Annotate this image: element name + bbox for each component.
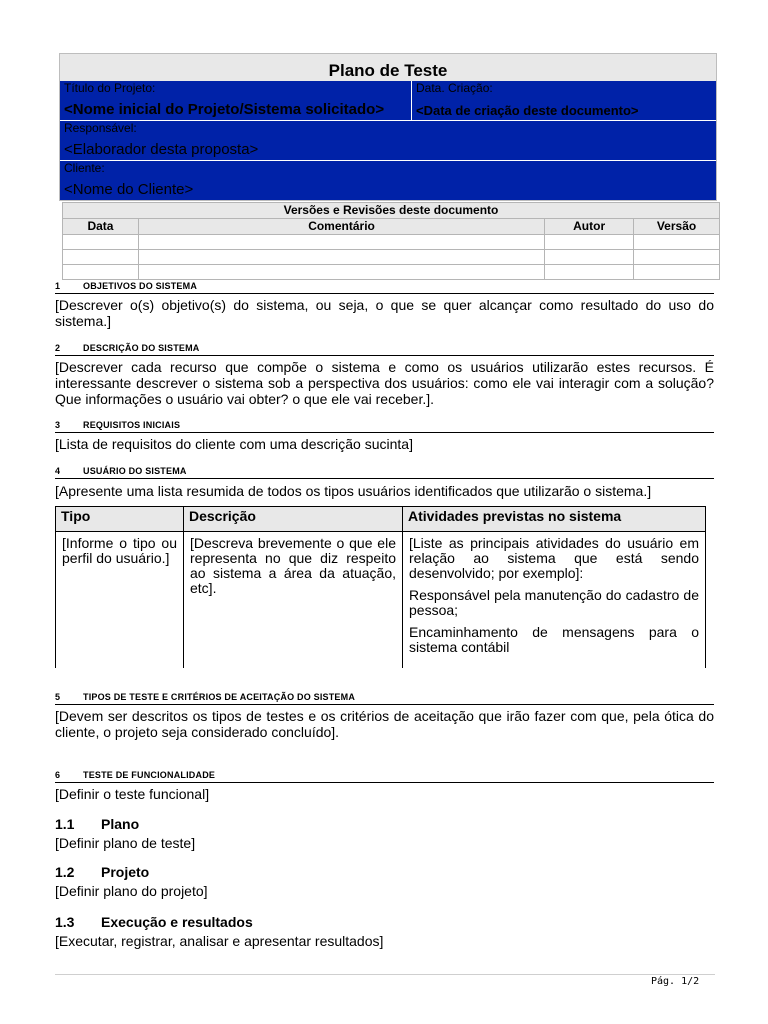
versions-table — [62, 202, 720, 280]
subsection-title: Projeto — [101, 864, 150, 880]
client-label: Cliente: — [64, 161, 105, 175]
section-text-description: [Descrever cada recurso que compõe o sistema e como os usuários utilizarão estes recursos. É interessante descrever o sistema sob a perspectiva dos usuários: como ele vai interagir com a solução? Que informações o usuário vai obter? o que ele vai receber.]. — [55, 359, 714, 407]
section-title: USUÁRIO DO SISTEMA — [83, 466, 187, 476]
subsection-text-plan: [Definir plano de teste] — [55, 835, 196, 851]
responsible-label: Responsável: — [64, 121, 137, 135]
section-title: REQUISITOS INICIAIS — [83, 420, 181, 430]
user-type-cell: [Informe o tipo ou perfil do usuário.] — [56, 532, 184, 669]
creation-date-cell — [412, 81, 714, 120]
header-row-project — [60, 81, 716, 120]
subsection-title: Plano — [101, 816, 140, 832]
activity-item: [Liste as principais atividades do usuário em relação ao sistema que está sendo desenvolvido; por exemplo]: — [409, 535, 699, 581]
table-row — [63, 265, 720, 280]
users-col-type: Tipo — [56, 507, 184, 532]
users-table — [55, 506, 706, 668]
responsible-cell — [60, 121, 714, 160]
header-row-responsible — [60, 120, 716, 160]
project-title-value: <Nome inicial do Projeto/Sistema solicitado> — [64, 101, 385, 118]
subsection-number: 1.2 — [55, 864, 75, 880]
subsection-heading-execution — [55, 914, 253, 930]
users-col-description: Descrição — [184, 507, 403, 532]
section-heading-requirements — [55, 420, 714, 433]
subsection-text-execution: [Executar, registrar, analisar e apresentar resultados] — [55, 933, 384, 949]
section-text-objectives: [Descrever o(s) objetivo(s) do sistema, ou seja, o que se quer alcançar como resultado do uso do sistema.] — [55, 297, 714, 329]
versions-col-comment: Comentário — [138, 219, 544, 235]
activity-item: Encaminhamento de mensagens para o sistema contábil — [409, 624, 699, 655]
section-text-users: [Apresente uma lista resumida de todos os tipos usuários identificados que utilizarão o sistema.] — [55, 483, 652, 499]
versions-col-author: Autor — [545, 219, 634, 235]
client-cell — [60, 161, 714, 200]
section-number: 2 — [55, 343, 61, 353]
version-cell[interactable] — [138, 265, 544, 280]
project-title-cell — [60, 81, 412, 120]
section-title: DESCRIÇÃO DO SISTEMA — [83, 343, 200, 353]
creation-date-label: Data. Criação: — [416, 81, 493, 95]
subsection-title: Execução e resultados — [101, 914, 253, 930]
section-text-test-types: [Devem ser descritos os tipos de testes e os critérios de aceitação que irão fazer com que, pela ótica do cliente, o projeto seja considerado concluído]. — [55, 708, 714, 740]
subsection-heading-project — [55, 864, 149, 880]
section-heading-description — [55, 343, 714, 356]
activity-item: Responsável pela manutenção do cadastro de pessoa; — [409, 587, 699, 618]
document-header — [59, 53, 717, 201]
subsection-text-project: [Definir plano do projeto] — [55, 883, 208, 899]
project-title-label: Título do Projeto: — [64, 81, 156, 95]
document-title: Plano de Teste — [60, 54, 716, 81]
section-text-requirements: [Lista de requisitos do cliente com uma descrição sucinta] — [55, 436, 413, 452]
section-heading-objectives — [55, 281, 714, 294]
footer-divider — [55, 974, 715, 975]
header-row-client — [60, 160, 716, 200]
subsection-number: 1.1 — [55, 816, 75, 832]
version-cell[interactable] — [634, 235, 720, 250]
client-value: <Nome do Cliente> — [64, 181, 194, 198]
version-cell[interactable] — [138, 250, 544, 265]
section-number: 1 — [55, 281, 61, 291]
section-number: 3 — [55, 420, 61, 430]
section-title: TIPOS DE TESTE E CRITÉRIOS DE ACEITAÇÃO DO SISTEMA — [83, 692, 356, 702]
user-activities-cell — [403, 532, 706, 669]
subsection-number: 1.3 — [55, 914, 75, 930]
section-heading-test-types — [55, 692, 714, 705]
subsection-heading-plan — [55, 816, 139, 832]
versions-col-date: Data — [63, 219, 139, 235]
page-number: Pág. 1/2 — [651, 976, 700, 987]
section-heading-functionality — [55, 770, 714, 783]
users-col-activities: Atividades previstas no sistema — [403, 507, 706, 532]
section-title: TESTE DE FUNCIONALIDADE — [83, 770, 216, 780]
version-cell[interactable] — [545, 235, 634, 250]
versions-table-title: Versões e Revisões deste documento — [63, 203, 720, 219]
creation-date-value: <Data de criação deste documento> — [416, 103, 639, 118]
section-number: 6 — [55, 770, 61, 780]
section-number: 4 — [55, 466, 61, 476]
section-number: 5 — [55, 692, 61, 702]
table-row — [63, 235, 720, 250]
version-cell[interactable] — [138, 235, 544, 250]
responsible-value: <Elaborador desta proposta> — [64, 141, 259, 158]
table-row — [56, 532, 706, 669]
version-cell[interactable] — [634, 250, 720, 265]
version-cell[interactable] — [63, 250, 139, 265]
section-text-functionality: [Definir o teste funcional] — [55, 786, 210, 802]
section-heading-users — [55, 466, 714, 479]
section-title: OBJETIVOS DO SISTEMA — [83, 281, 198, 291]
version-cell[interactable] — [545, 265, 634, 280]
version-cell[interactable] — [63, 265, 139, 280]
version-cell[interactable] — [545, 250, 634, 265]
version-cell[interactable] — [63, 235, 139, 250]
user-description-cell: [Descreva brevemente o que ele representa no que diz respeito ao sistema a área da atuação, etc]. — [184, 532, 403, 669]
version-cell[interactable] — [634, 265, 720, 280]
table-row — [63, 250, 720, 265]
versions-col-version: Versão — [634, 219, 720, 235]
